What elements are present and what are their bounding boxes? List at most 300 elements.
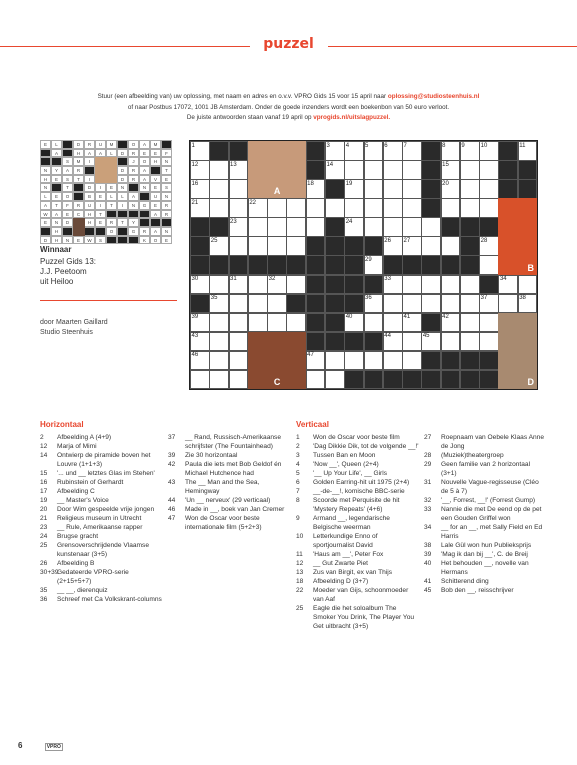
clue-item [296, 559, 419, 568]
mini-cell: E [95, 218, 106, 227]
mini-cell: E [51, 175, 62, 184]
clue-number: 37 [168, 434, 176, 441]
clue-number: 14 [326, 161, 334, 168]
grid-cell[interactable] [325, 351, 345, 371]
grid-cell[interactable] [229, 179, 249, 199]
mini-cell: H [73, 149, 84, 158]
mini-cell [117, 236, 128, 245]
mini-cell: D [117, 149, 128, 158]
mini-cell [106, 236, 117, 245]
clue-text: Geen familie van 2 horizontaal (3+1) [441, 461, 531, 477]
clue-number: 23 [40, 524, 48, 531]
clue-text: Zie 30 horizontaal [185, 452, 238, 459]
mini-cell [139, 218, 150, 227]
grid-black-cell [190, 236, 210, 256]
grid-cell[interactable] [421, 275, 441, 295]
grid-cell[interactable] [267, 198, 287, 218]
picture-label: B [527, 262, 534, 273]
mini-cell: E [62, 210, 73, 219]
grid-cell[interactable] [383, 351, 403, 371]
winner-line2: J.J. Peetoom [40, 267, 87, 276]
grid-cell[interactable] [248, 217, 268, 237]
clue-number: 12 [40, 443, 48, 450]
grid-cell[interactable] [364, 313, 384, 333]
clue-item [424, 586, 544, 595]
credit-block [40, 318, 108, 338]
grid-cell[interactable] [267, 236, 287, 256]
clue-text: Letterkundige Enno of sportjournalist David [313, 533, 378, 549]
mini-cell [117, 157, 128, 166]
grid-cell[interactable] [441, 332, 461, 352]
grid-cell[interactable] [229, 370, 249, 390]
winner-block [40, 245, 96, 287]
clue-item [296, 568, 419, 577]
mini-cell: E [73, 236, 84, 245]
mini-cell: D [73, 140, 84, 149]
clue-text: The __ Man and the Sea, Hemingway [185, 479, 260, 495]
grid-cell[interactable] [402, 332, 422, 352]
grid-cell[interactable] [209, 351, 229, 371]
grid-cell[interactable] [229, 198, 249, 218]
clue-text: Moeder van Gijs, schoonmoeder van Aaf [313, 587, 409, 603]
clue-item [40, 568, 163, 586]
grid-cell[interactable] [364, 217, 384, 237]
clue-text: Paula die iets met Bob Geldof én Michael Hutchence had [185, 461, 282, 477]
intro-line2: of naar Postbus 17072, 1001 JB Amsterdam. Onder de goede inzenders wordt een boekenbon van 50 euro verloot. [127, 103, 450, 111]
clue-item [40, 559, 163, 568]
mini-cell: D [62, 218, 73, 227]
clue-text: Ontwierp de piramide boven het Louvre (1+1+3) [57, 452, 151, 468]
grid-cell[interactable] [421, 217, 441, 237]
grid-black-cell [344, 332, 364, 352]
mini-cell [51, 157, 62, 166]
clue-number: 26 [40, 560, 48, 567]
grid-cell[interactable] [325, 370, 345, 390]
grid-cell[interactable] [286, 313, 306, 333]
mini-cell: E [139, 149, 150, 158]
clue-number: 40 [424, 560, 432, 567]
mini-cell: A [40, 201, 51, 210]
grid-cell[interactable] [344, 351, 364, 371]
clue-item [424, 460, 544, 478]
grid-cell[interactable] [479, 160, 499, 180]
clue-number: 24 [40, 533, 48, 540]
grid-cell[interactable] [364, 198, 384, 218]
mini-cell: T [62, 183, 73, 192]
mini-cell: L [40, 192, 51, 201]
grid-cell[interactable] [190, 370, 210, 390]
grid-cell[interactable] [248, 313, 268, 333]
mini-cell: L [117, 192, 128, 201]
clue-number: 29 [424, 461, 432, 468]
grid-black-cell [441, 351, 461, 371]
grid-black-cell [325, 313, 345, 333]
clue-text: __ Rand, Russisch-Amerikaanse schrijfster (The Fountainhead) [185, 434, 282, 450]
mini-cell: T [161, 166, 172, 175]
grid-cell[interactable] [209, 332, 229, 352]
grid-cell[interactable] [460, 313, 480, 333]
clue-text: Schitterend ding [441, 578, 489, 585]
picture-D [498, 313, 537, 389]
clue-number: 8 [442, 142, 446, 149]
grid-cell[interactable] [383, 160, 403, 180]
grid-cell[interactable] [383, 294, 403, 314]
mini-cell [73, 192, 84, 201]
clue-number: 22 [296, 587, 304, 594]
grid-cell[interactable] [229, 313, 249, 333]
grid-black-cell [229, 255, 249, 275]
clue-item [296, 487, 419, 496]
clue-text: Tussen Ban en Moon [313, 452, 376, 459]
clue-item [40, 532, 163, 541]
clue-number: 31 [230, 276, 237, 283]
clue-item [168, 451, 291, 460]
clue-number: 39 [168, 452, 176, 459]
mini-cell: N [117, 183, 128, 192]
grid-black-cell [460, 217, 480, 237]
mini-cell: O [150, 236, 161, 245]
mini-cell: E [161, 175, 172, 184]
grid-cell[interactable] [479, 332, 499, 352]
grid-cell[interactable] [325, 198, 345, 218]
grid-cell[interactable] [441, 275, 461, 295]
mini-cell: H [84, 210, 95, 219]
grid-cell[interactable] [248, 275, 268, 295]
mini-cell: L [51, 140, 62, 149]
clue-item [424, 559, 544, 577]
clue-number: 34 [499, 276, 507, 283]
mini-cell: F [62, 201, 73, 210]
grid-cell[interactable] [286, 217, 306, 237]
grid-cell[interactable] [402, 179, 422, 199]
grid-cell[interactable] [518, 275, 538, 295]
clue-text: Lale Gül won hun Publieksprijs [441, 542, 532, 549]
grid-cell[interactable] [460, 294, 480, 314]
grid-cell[interactable] [306, 217, 326, 237]
clue-text: 'Haus am __', Peter Fox [313, 551, 384, 558]
grid-cell[interactable] [402, 217, 422, 237]
mini-cell: R [161, 210, 172, 219]
clue-item [296, 550, 419, 559]
mini-cell: A [51, 149, 62, 158]
grid-cell[interactable] [364, 351, 384, 371]
grid-cell[interactable] [286, 275, 306, 295]
grid-cell[interactable] [479, 198, 499, 218]
clue-number: 38 [424, 542, 432, 549]
grid-cell[interactable] [267, 313, 287, 333]
grid-cell[interactable] [306, 370, 326, 390]
mini-cell: N [62, 236, 73, 245]
grid-cell[interactable] [286, 236, 306, 256]
grid-cell[interactable] [267, 294, 287, 314]
grid-black-cell [306, 236, 326, 256]
clue-text: Nannie die met De eend op de pet een Gouden Griffel won [441, 506, 542, 522]
mini-cell: T [106, 201, 117, 210]
clue-number: 36 [365, 295, 372, 302]
clue-number: 19 [40, 497, 48, 504]
grid-cell[interactable] [402, 198, 422, 218]
grid-black-cell [306, 275, 326, 295]
clue-number: 4 [296, 461, 300, 468]
mini-cell [139, 192, 150, 201]
grid-black-cell [421, 255, 441, 275]
grid-cell[interactable] [441, 294, 461, 314]
grid-cell[interactable] [479, 179, 499, 199]
clue-number: 1 [296, 434, 300, 441]
grid-black-cell [306, 313, 326, 333]
grid-cell[interactable] [209, 179, 229, 199]
grid-cell[interactable] [460, 275, 480, 295]
grid-black-cell [460, 351, 480, 371]
mini-cell [150, 166, 161, 175]
grid-black-cell [441, 217, 461, 237]
mini-cell [51, 183, 62, 192]
winner-line1: Puzzel Gids 13: [40, 257, 97, 266]
grid-cell[interactable] [209, 160, 229, 180]
clue-item [296, 577, 419, 586]
clue-item [424, 505, 544, 523]
clue-number: 29 [365, 256, 372, 263]
grid-black-cell [364, 236, 384, 256]
mini-cell: S [62, 175, 73, 184]
clue-number: 27 [403, 237, 411, 244]
grid-cell[interactable] [209, 198, 229, 218]
mini-cell: R [128, 166, 139, 175]
grid-cell[interactable] [479, 313, 499, 333]
clue-number: 30+39 [40, 569, 59, 576]
grid-cell[interactable] [498, 294, 518, 314]
clue-number: 43 [168, 479, 176, 486]
grid-black-cell [441, 255, 461, 275]
clue-number: 43 [191, 333, 199, 340]
credit-studio: Studio Steenhuis [40, 329, 93, 336]
grid-black-cell [479, 370, 499, 390]
clue-item [296, 586, 419, 604]
clue-number: 1 [191, 142, 195, 149]
clue-number: 12 [296, 560, 304, 567]
clue-number: 21 [191, 199, 199, 206]
grid-black-cell [441, 370, 461, 390]
clue-number: 25 [210, 237, 218, 244]
grid-cell[interactable] [402, 160, 422, 180]
clue-text: Won de Oscar voor beste film [313, 434, 400, 441]
mini-cell: N [139, 183, 150, 192]
clue-number: 10 [296, 533, 304, 540]
grid-black-cell [325, 294, 345, 314]
mini-cell: N [161, 192, 172, 201]
mini-cell: K [139, 236, 150, 245]
clue-text: Won de Oscar voor beste internationale film (5+2+3) [185, 515, 262, 531]
grid-cell[interactable] [402, 351, 422, 371]
grid-cell[interactable] [229, 351, 249, 371]
mini-cell: M [73, 157, 84, 166]
grid-cell[interactable] [460, 198, 480, 218]
grid-cell[interactable] [364, 160, 384, 180]
clue-item [40, 442, 163, 451]
grid-cell[interactable] [402, 275, 422, 295]
mini-cell: A [84, 149, 95, 158]
clue-item [40, 586, 163, 595]
mini-cell: J [128, 157, 139, 166]
mini-cell: I [95, 201, 106, 210]
clue-number: 11 [519, 142, 526, 149]
clue-number: 35 [210, 295, 218, 302]
grid-black-cell [421, 370, 441, 390]
mini-cell: E [150, 149, 161, 158]
mini-cell: D [40, 236, 51, 245]
grid-cell[interactable] [479, 255, 499, 275]
clue-number: 13 [230, 161, 237, 168]
grid-cell[interactable] [344, 198, 364, 218]
clue-number: 21 [40, 515, 48, 522]
clue-number: 45 [422, 333, 430, 340]
grid-cell[interactable] [248, 236, 268, 256]
clue-item [424, 550, 544, 559]
grid-cell[interactable] [383, 198, 403, 218]
grid-black-cell [364, 275, 384, 295]
mini-cell [40, 157, 51, 166]
clue-item [40, 523, 163, 532]
mini-cell: N [161, 227, 172, 236]
grid-black-cell [344, 370, 364, 390]
mini-cell [95, 227, 106, 236]
clue-item [296, 469, 419, 478]
grid-black-cell [498, 160, 518, 180]
mini-cell [117, 227, 128, 236]
grid-cell[interactable] [306, 198, 326, 218]
grid-cell[interactable] [460, 179, 480, 199]
grid-cell[interactable] [248, 294, 268, 314]
horizontal-clues-2 [168, 433, 291, 532]
grid-black-cell [325, 275, 345, 295]
mini-cell: A [51, 210, 62, 219]
clue-number: 19 [345, 180, 353, 187]
mini-cell: S [95, 236, 106, 245]
submission-email[interactable]: oplossing@studiosteenhuis.nl [387, 93, 480, 100]
winner-line3: uit Heiloo [40, 277, 74, 286]
clue-number: 12 [191, 161, 199, 168]
grid-black-cell [421, 198, 441, 218]
clue-number: 35 [40, 587, 48, 594]
grid-cell[interactable] [229, 294, 249, 314]
clue-text: Brugse gracht [57, 533, 99, 540]
grid-cell[interactable] [209, 370, 229, 390]
clue-number: 44 [168, 497, 176, 504]
mini-cell: G [139, 201, 150, 210]
mini-cell: I [84, 157, 95, 166]
grid-cell[interactable] [383, 217, 403, 237]
mini-cell: E [40, 140, 51, 149]
grid-cell[interactable] [229, 332, 249, 352]
grid-black-cell [402, 370, 422, 390]
grid-black-cell [209, 255, 229, 275]
clue-text: Eagle die het soloalbum The Smoker You Drink, The Player You Get uitbracht (3+5) [313, 605, 415, 630]
clue-item [40, 496, 163, 505]
grid-black-cell [325, 179, 345, 199]
grid-cell[interactable] [383, 313, 403, 333]
mini-cell: H [84, 218, 95, 227]
mini-cell: R [73, 166, 84, 175]
grid-cell[interactable] [402, 294, 422, 314]
clue-number: 40 [345, 314, 353, 321]
grid-cell[interactable] [209, 275, 229, 295]
mini-cell: A [150, 227, 161, 236]
grid-cell[interactable] [344, 160, 364, 180]
crossword-grid[interactable] [189, 140, 538, 390]
clue-number: 16 [191, 180, 199, 187]
grid-cell[interactable] [441, 236, 461, 256]
clue-item [424, 451, 544, 460]
clue-text: Afbeelding B [57, 560, 95, 567]
mini-cell: E [95, 192, 106, 201]
clue-number: 14 [40, 452, 48, 459]
previous-puzzle-solution [40, 140, 172, 244]
grid-cell[interactable] [383, 179, 403, 199]
page-title: puzzel [263, 36, 314, 52]
grid-cell[interactable] [267, 217, 287, 237]
grid-cell[interactable] [441, 198, 461, 218]
grid-black-cell [325, 236, 345, 256]
mini-cell [139, 210, 150, 219]
clue-text: Armand __, legendarische Belgische weerman [313, 515, 390, 531]
vertical-heading: Verticaal [296, 420, 329, 429]
results-link[interactable]: vprogids.nl/uitslagpuzzel. [313, 114, 391, 121]
mini-cell: U [84, 201, 95, 210]
clue-number: 7 [403, 142, 407, 149]
mini-cell: H [150, 157, 161, 166]
clue-item [168, 478, 291, 496]
grid-cell[interactable] [460, 332, 480, 352]
mini-cell [128, 236, 139, 245]
clue-item [424, 523, 544, 541]
clue-number: 37 [480, 295, 488, 302]
mini-cell: N [40, 183, 51, 192]
mini-cell: N [161, 157, 172, 166]
clue-text: 'Mag ik dan bij __', C. de Breij [441, 551, 528, 558]
grid-black-cell [364, 332, 384, 352]
grid-black-cell [479, 351, 499, 371]
clue-text: Made in __, boek van Jan Cremer [185, 506, 285, 513]
grid-cell[interactable] [364, 179, 384, 199]
footer [18, 741, 63, 750]
clue-number: 4 [345, 142, 350, 149]
grid-cell[interactable] [229, 236, 249, 256]
grid-cell[interactable] [421, 294, 441, 314]
clue-item [40, 433, 163, 442]
grid-black-cell [286, 255, 306, 275]
clue-text: Afbeelding D (3+7) [313, 578, 369, 585]
clue-item [424, 577, 544, 586]
grid-cell[interactable] [209, 313, 229, 333]
clue-number: 20 [40, 506, 48, 513]
mini-cell: O [106, 227, 117, 236]
mini-cell: U [150, 192, 161, 201]
clue-text: Zus van Birgit, ex van Thijs [313, 569, 393, 576]
mini-cell: A [128, 192, 139, 201]
mini-cell: F [161, 149, 172, 158]
grid-cell[interactable] [421, 236, 441, 256]
clue-text: __ Gut Zwarte Piet [313, 560, 368, 567]
mini-cell: U [95, 140, 106, 149]
clue-number: 9 [296, 515, 300, 522]
grid-cell[interactable] [286, 198, 306, 218]
mini-cell [62, 227, 73, 236]
clue-number: 17 [40, 488, 48, 495]
grid-cell[interactable] [460, 160, 480, 180]
clue-number: 27 [424, 434, 432, 441]
clue-text: 'Dag Dikkie Dik, tot de volgende __!' [313, 443, 419, 450]
grid-black-cell [267, 255, 287, 275]
